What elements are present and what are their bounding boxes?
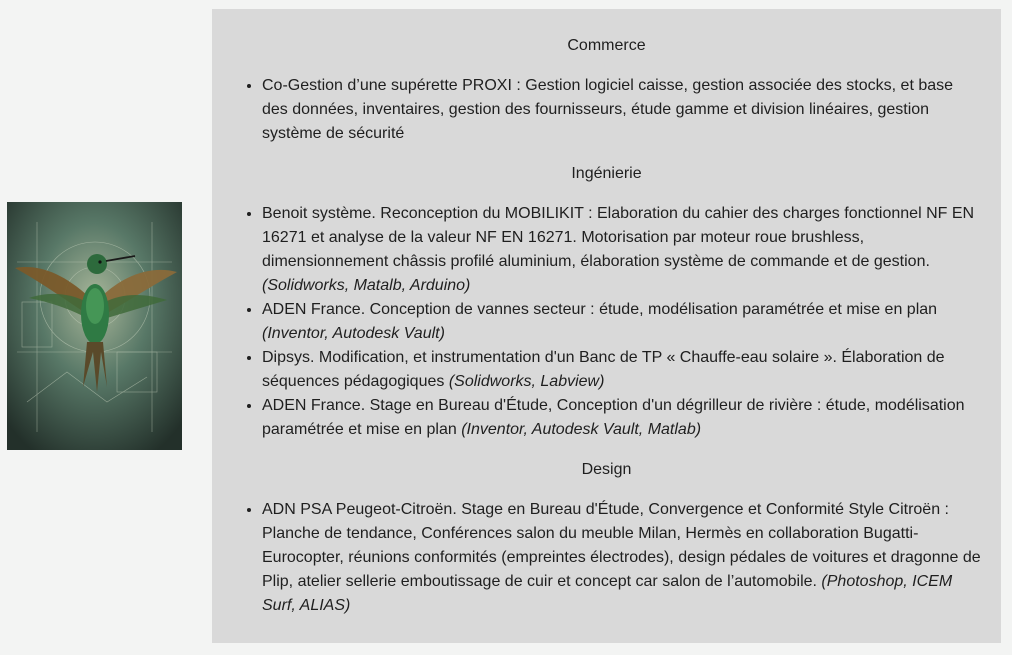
tools-label: (Photoshop, ICEM Surf, ALIAS)	[262, 573, 953, 614]
design-list	[212, 498, 1001, 618]
list-item: • ADEN France. Conception de vannes secteur : étude, modélisation paramétrée et mise en plan (Inventor, Autodesk Vault)	[262, 298, 1001, 346]
list-item: • Co-Gestion d’une supérette PROXI : Gestion logiciel caisse, gestion associée des stocks, et base des données, inventaires, gestion des fournisseurs, étude gamme et division linéaires, gestion système de sécurité	[262, 74, 1001, 146]
ingenierie-list	[212, 202, 1001, 442]
tools-label: (Inventor, Autodesk Vault)	[262, 325, 445, 342]
tools-label: (Solidworks, Labview)	[448, 373, 605, 390]
section-title-commerce: Commerce	[567, 37, 646, 54]
section-title-design: Design	[581, 461, 632, 478]
hummingbird-artwork	[7, 202, 182, 450]
tools-label: (Solidworks, Matalb, Arduino)	[262, 277, 471, 294]
list-item: • ADEN France. Stage en Bureau d'Étude, Conception d'un dégrilleur de rivière : étude, modélisation paramétrée et mise en plan (Inventor, Autodesk Vault, Matlab)	[262, 394, 1001, 442]
commerce-list	[212, 74, 1001, 146]
tools-label: (Inventor, Autodesk Vault, Matlab)	[461, 421, 702, 438]
hummingbird-icon	[7, 202, 182, 450]
list-item: • Benoit système. Reconception du MOBILIKIT : Elaboration du cahier des charges fonctionnel NF EN 16271 et analyse de la valeur NF EN 16271. Motorisation par moteur roue brushless, dimensionnement châssis profilé aluminium, élaboration système de commande et de gestion. (Solidworks, Matalb, Arduino)	[262, 202, 1001, 298]
section-title-ingenierie: Ingénierie	[571, 165, 642, 182]
list-item: • Dipsys. Modification, et instrumentation d'un Banc de TP « Chauffe-eau solaire ». Élaboration de séquences pédagogiques (Solidworks, Labview)	[262, 346, 1001, 394]
list-item: • ADN PSA Peugeot-Citroën. Stage en Bureau d'Étude, Convergence et Conformité Style Citroën : Planche de tendance, Conférences salon du meuble Milan, Hermès en collaboration Bugatti-Eurocopter, réunions conformités (empreintes électrodes), design pédales de voitures et dragonne de Plip, atelier sellerie emboutissage de cuir et concept car salon de l’automobile. (Photoshop, ICEM Surf, ALIAS)	[262, 498, 1001, 618]
experience-panel	[212, 9, 1001, 643]
